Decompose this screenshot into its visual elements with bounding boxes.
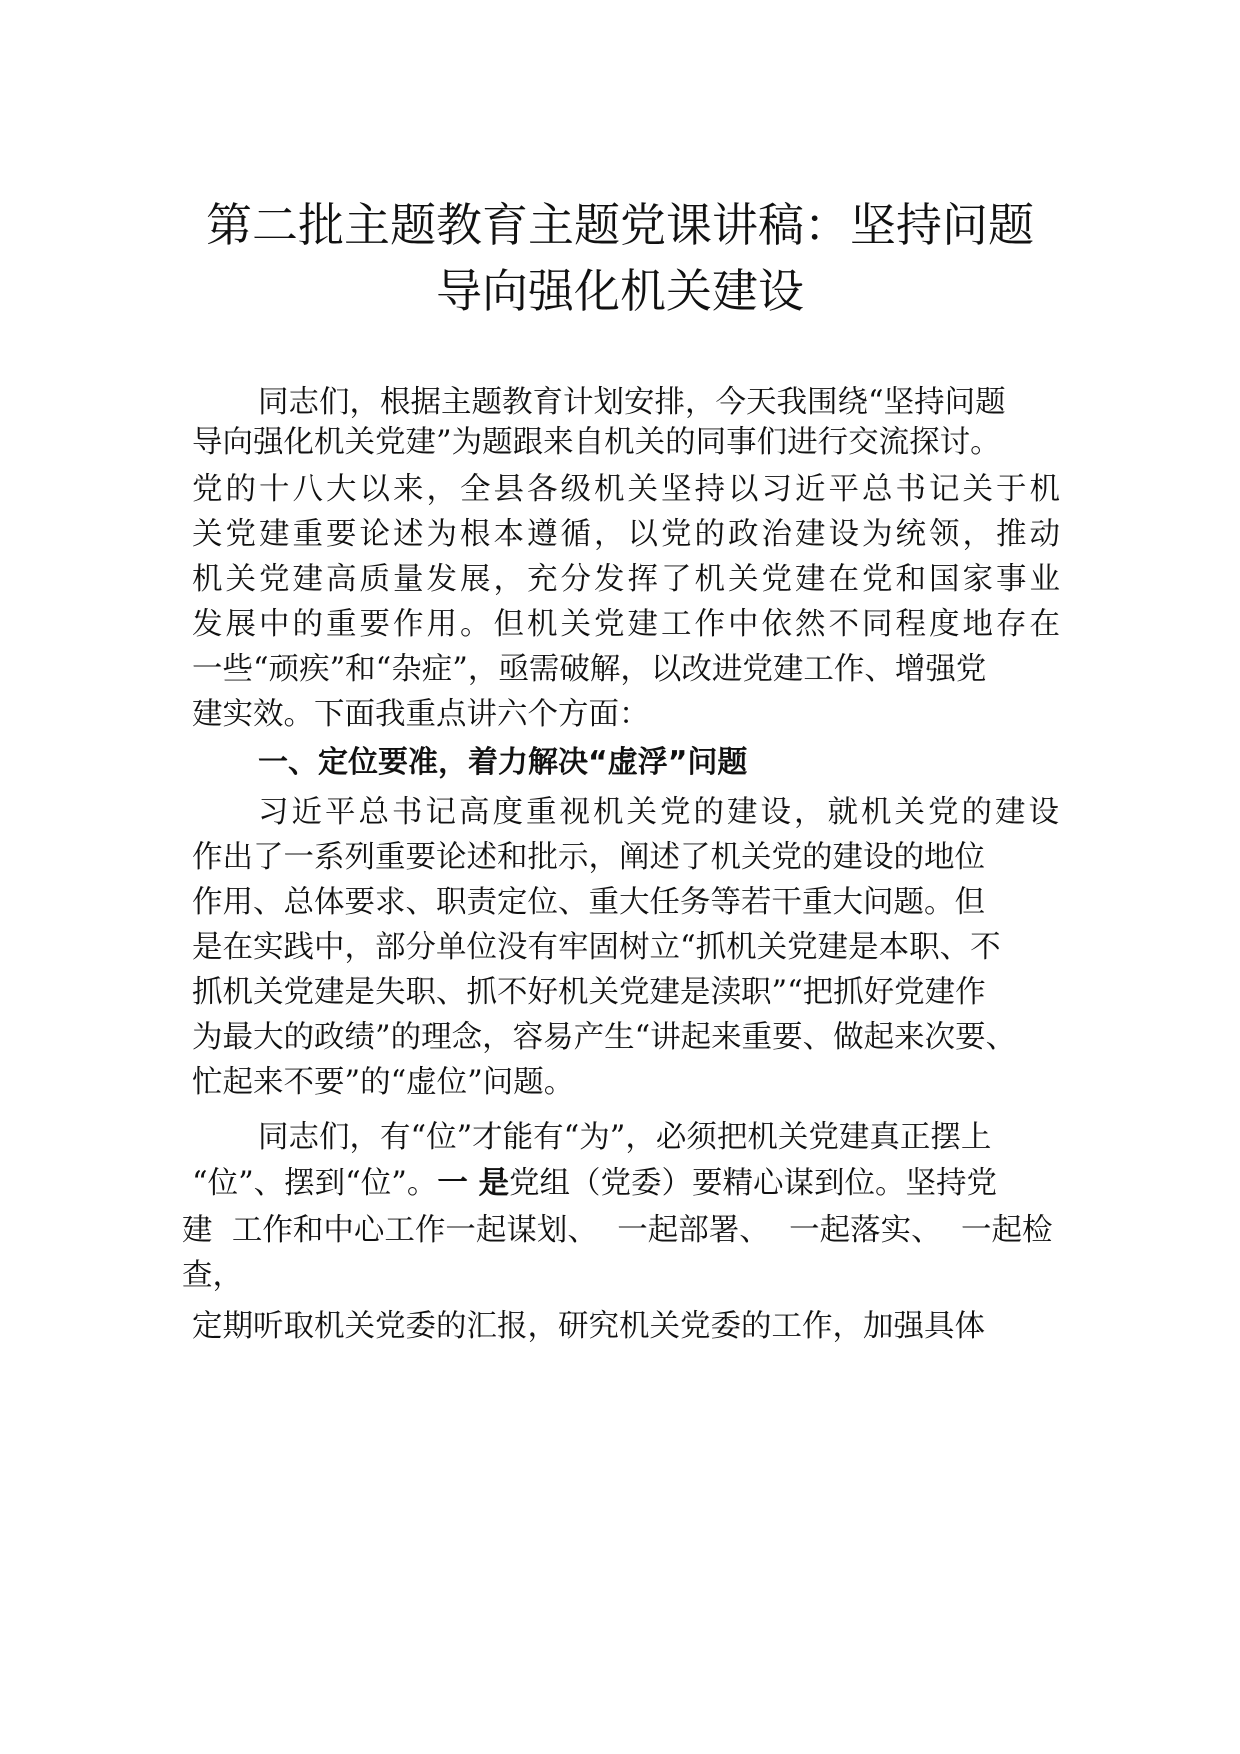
paragraph-2-line-2: 作出了一系列重要论述和批示，阐述了机关党的建设的地位 <box>192 840 985 875</box>
paragraph-2-line-4: 是在实践中，部分单位没有牢固树立“抓机关党建是本职、不 <box>192 930 1001 965</box>
paragraph-3-line-2-start: “位”、摆到“位”。 <box>192 1166 438 1201</box>
paragraph-2-line-1: 习近平总书记高度重视机关党的建设，就机关党的建设 <box>258 795 1062 830</box>
paragraph-1-line-3: 党的十八大以来，全县各级机关坚持以习近平总书记关于机 <box>192 472 1063 507</box>
paragraph-3-line-1: 同志们，有“位”才能有“为”，必须把机关党建真正摆上 <box>258 1120 992 1155</box>
paragraph-2-line-3: 作用、总体要求、职责定位、重大任务等若干重大问题。但 <box>192 885 985 920</box>
paragraph-1-line-2: 导向强化机关党建”为题跟来自机关的同事们进行交流探讨。 <box>192 425 1001 460</box>
paragraph-3-emphasis: 一 是 <box>437 1165 509 1201</box>
paragraph-1-line-5: 机关党建高质量发展，充分发挥了机关党建在党和国家事业 <box>192 562 1063 597</box>
paragraph-3-line-2-end: 党组（党委）要精心谋到位。坚持党 <box>509 1166 997 1201</box>
paragraph-1-line-1: 同志们，根据主题教育计划安排，今天我围绕“坚持问题 <box>258 385 1006 420</box>
paragraph-2-line-5: 抓机关党建是失职、抓不好机关党建是渎职”“把抓好党建作 <box>192 975 986 1010</box>
paragraph-3-line-2 <box>192 1163 1092 1204</box>
paragraph-3-line-5: 定期听取机关党委的汇报，研究机关党委的工作，加强具体 <box>192 1309 985 1344</box>
paragraph-3-line-3: 建 工作和中心工作一起谋划、 一起部署、 一起落实、 一起检 <box>182 1213 1053 1248</box>
paragraph-3-line-4: 查， <box>182 1258 243 1293</box>
paragraph-1-line-8: 建实效。下面我重点讲六个方面： <box>192 697 650 732</box>
paragraph-1-line-4: 关党建重要论述为根本遵循，以党的政治建设为统领，推动 <box>192 517 1063 552</box>
section-heading-1: 一、定位要准，着力解决“虚浮”问题 <box>258 745 748 780</box>
title-line-1: 第二批主题教育主题党课讲稿：坚持问题 <box>206 198 1034 252</box>
document-title <box>150 192 1090 324</box>
paragraph-1-line-7: 一些“顽疾”和“杂症”，亟需破解，以改进党建工作、增强党 <box>192 652 987 687</box>
paragraph-1-line-6: 发展中的重要作用。但机关党建工作中依然不同程度地存在 <box>192 607 1063 642</box>
paragraph-2-line-6: 为最大的政绩”的理念，容易产生“讲起来重要、做起来次要、 <box>192 1020 1017 1055</box>
paragraph-2-line-7: 忙起来不要”的“虚位”问题。 <box>192 1065 575 1100</box>
title-line-2: 导向强化机关建设 <box>436 264 804 318</box>
